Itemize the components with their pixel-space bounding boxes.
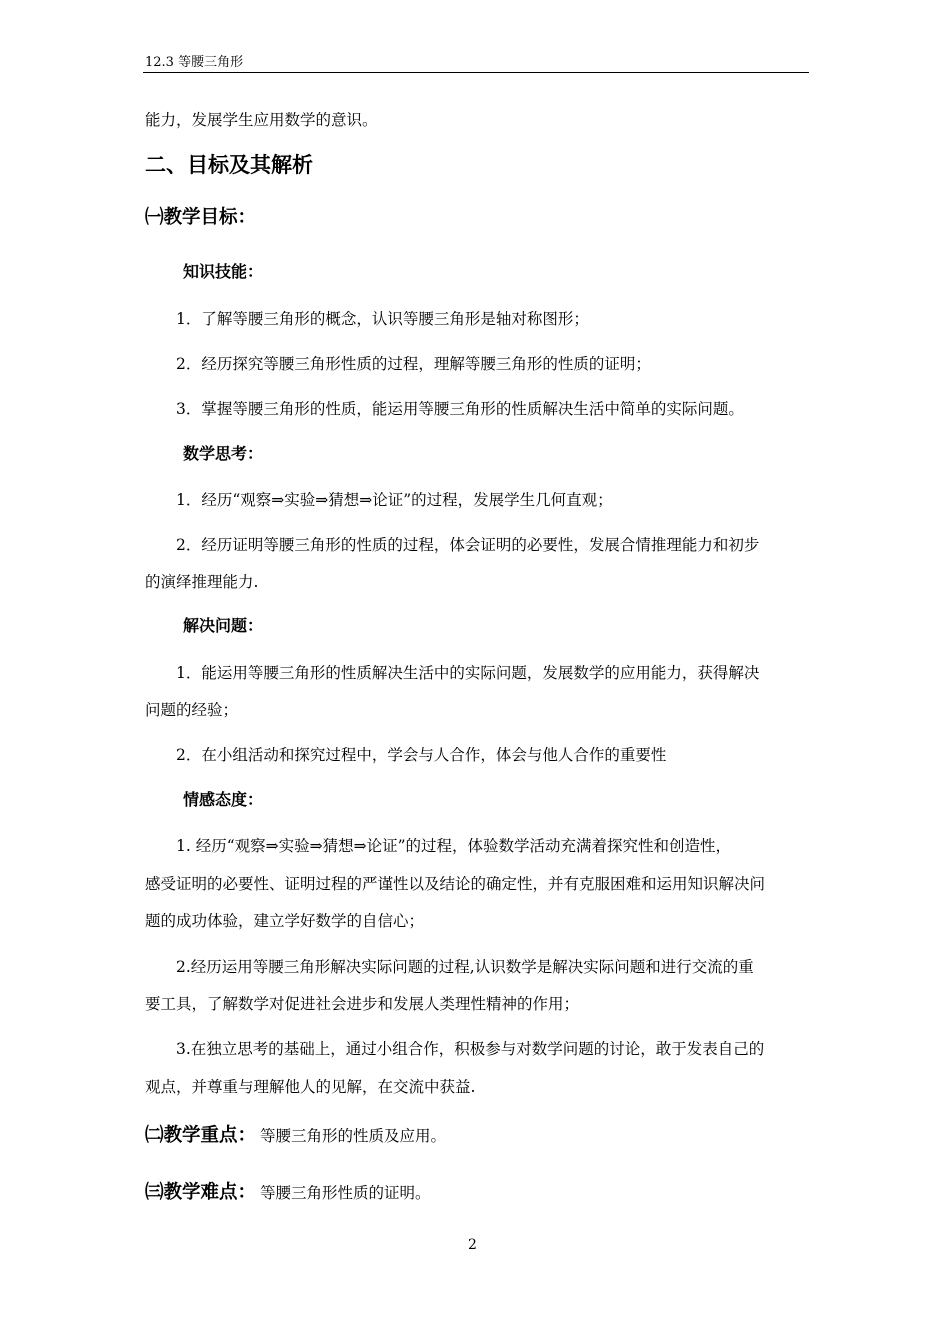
attitude-item-3-line-1: 3.在独立思考的基础上，通过小组合作，积极参与对数学问题的讨论，敢于发表自己的	[176, 1040, 765, 1058]
thinking-item-1: 1．经历“观察⇒实验⇒猜想⇒论证”的过程，发展学生几何直观；	[176, 491, 613, 509]
attitude-item-1-line-3: 题的成功体验，建立学好数学的自信心；	[145, 912, 425, 930]
attitude-item-2-line-2: 要工具，了解数学对促进社会进步和发展人类理性精神的作用；	[145, 995, 580, 1013]
attitude-item-1-line-2: 感受证明的必要性、证明过程的严谨性以及结论的确定性，并有克服困难和运用知识解决问	[145, 875, 766, 893]
running-header: 12.3 等腰三角形	[145, 55, 244, 70]
knowledge-item-2: 2．经历探究等腰三角形性质的过程，理解等腰三角形的性质的证明；	[176, 355, 651, 373]
objectives-heading: ㈠教学目标：	[145, 207, 257, 228]
problem-solving-item-1-line-2: 问题的经验；	[145, 701, 239, 719]
paragraph-intro-tail: 能力，发展学生应用数学的意识。	[145, 111, 378, 129]
thinking-item-2-line-1: 2．经历证明等腰三角形的性质的过程，体会证明的必要性，发展合情推理能力和初步	[176, 536, 760, 554]
attitude-heading: 情感态度：	[183, 790, 264, 809]
key-point-text: 等腰三角形的性质及应用。	[260, 1127, 447, 1145]
header-rule	[143, 72, 809, 73]
difficulty-text: 等腰三角形性质的证明。	[260, 1184, 431, 1202]
problem-solving-heading: 解决问题：	[183, 616, 264, 635]
attitude-item-1-line-1: 1. 经历“观察⇒实验⇒猜想⇒论证”的过程，体验数学活动充满着探究性和创造性，	[176, 837, 732, 855]
attitude-item-3-line-2: 观点，并尊重与理解他人的见解，在交流中获益.	[145, 1078, 476, 1096]
problem-solving-item-1-line-1: 1．能运用等腰三角形的性质解决生活中的实际问题，发展数学的应用能力，获得解决	[176, 664, 760, 682]
difficulty-row	[145, 1181, 431, 1205]
key-point-label: ㈡教学重点：	[145, 1125, 257, 1146]
knowledge-heading: 知识技能：	[183, 262, 264, 281]
thinking-heading: 数学思考：	[183, 444, 264, 463]
thinking-item-2-line-2: 的演绎推理能力.	[145, 573, 259, 591]
knowledge-item-1: 1．了解等腰三角形的概念，认识等腰三角形是轴对称图形；	[176, 310, 589, 328]
problem-solving-item-2: 2．在小组活动和探究过程中，学会与人合作，体会与他人合作的重要性	[176, 746, 667, 764]
knowledge-item-3: 3．掌握等腰三角形的性质，能运用等腰三角形的性质解决生活中简单的实际问题。	[176, 400, 744, 418]
difficulty-label: ㈢教学难点：	[145, 1182, 257, 1203]
attitude-item-2-line-1: 2.经历运用等腰三角形解决实际问题的过程,认识数学是解决实际问题和进行交流的重	[176, 958, 754, 976]
page-number: 2	[468, 1237, 477, 1253]
section-title: 二、目标及其解析	[145, 153, 313, 177]
key-point-row	[145, 1124, 446, 1148]
